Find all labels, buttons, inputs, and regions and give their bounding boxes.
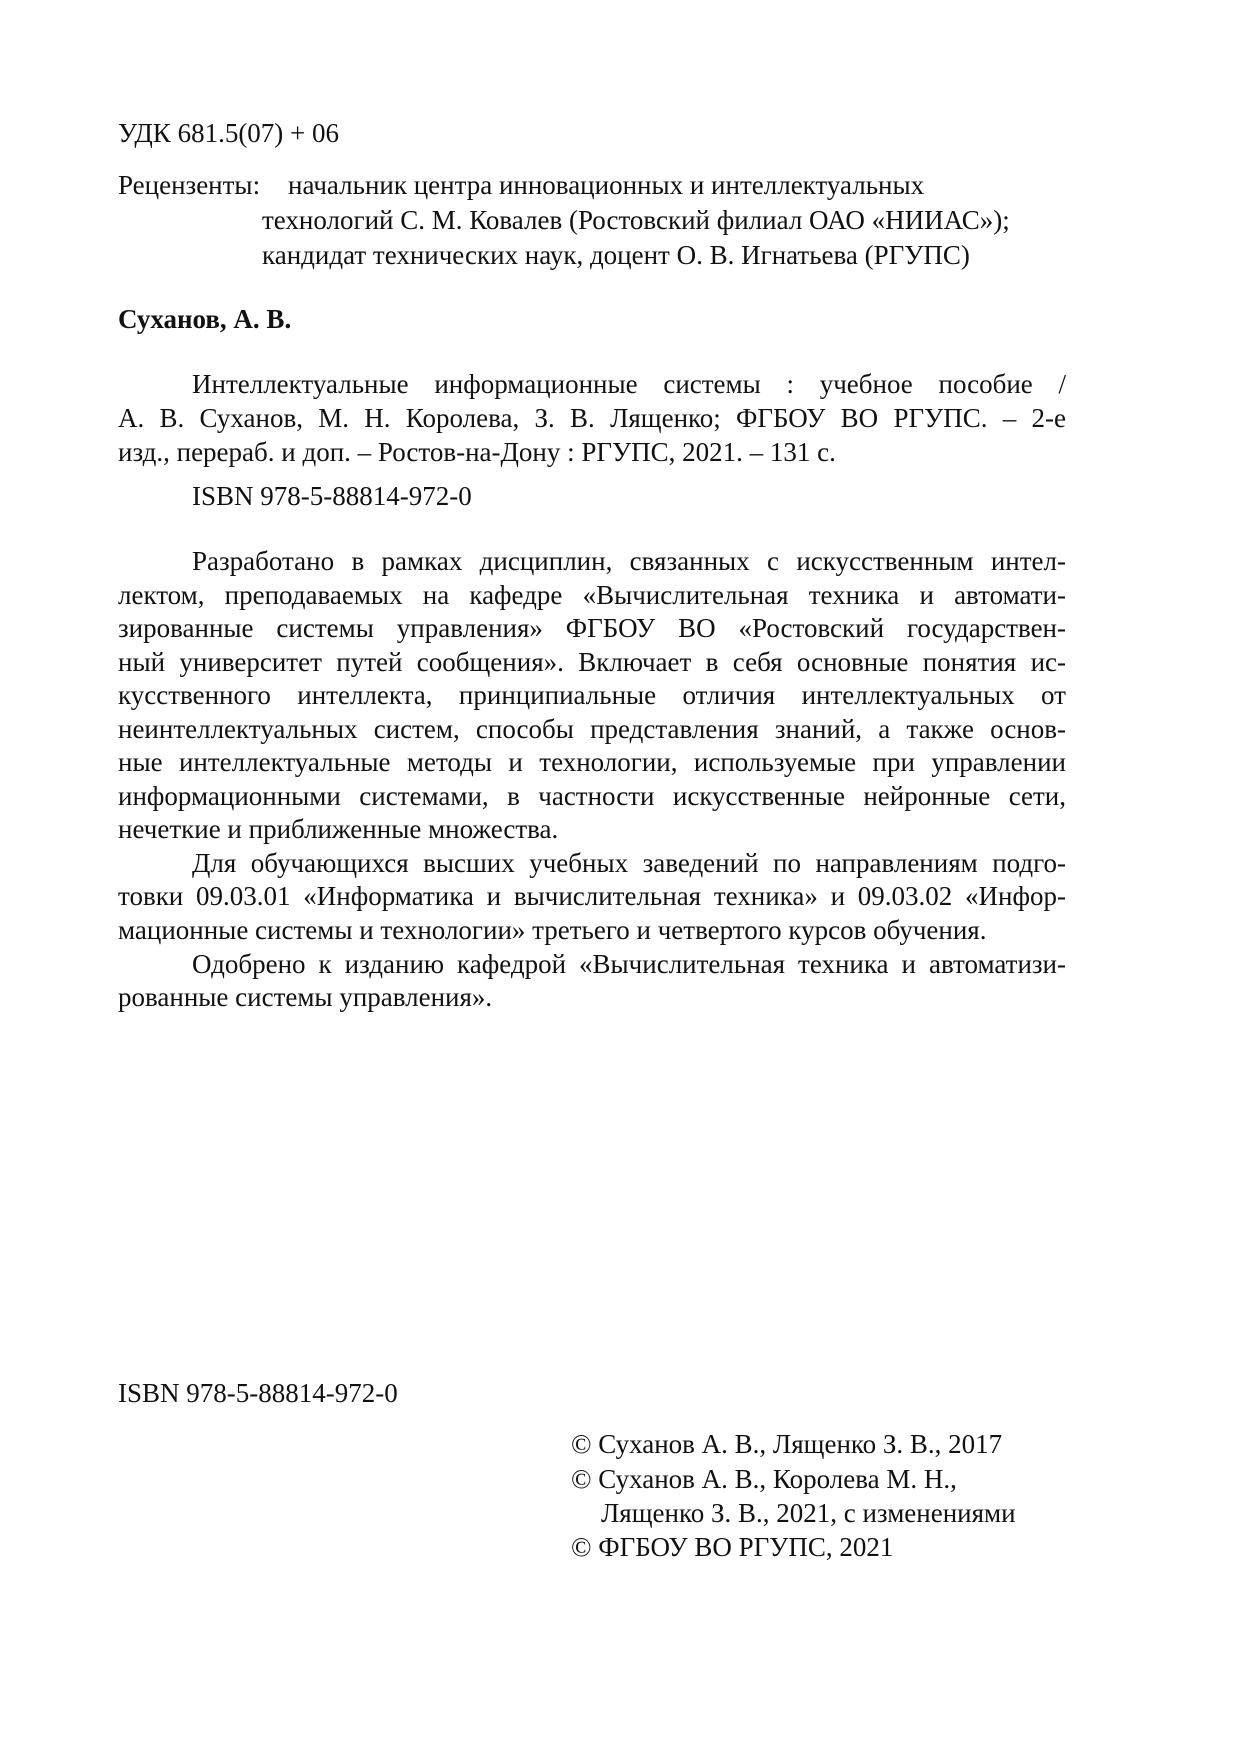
annotation-line: зированные системы управления» ФГБОУ ВО «Ростовский государствен- (118, 613, 1066, 643)
audience-line: мационные системы и технологии» третьего и четвертого курсов обучения. (118, 915, 987, 945)
copyright-line: Лященко З. В., 2021, с изменениями (601, 1498, 1016, 1528)
bib-line: Интеллектуальные информационные системы : учебное пособие / (192, 369, 1066, 399)
udk-code: УДК 681.5(07) + 06 (118, 118, 340, 148)
reviewer-line-1: начальник центра инновационных и интеллектуальных (288, 170, 925, 200)
copyright-line: © ФГБОУ ВО РГУПС, 2021 (571, 1532, 894, 1562)
annotation-line: ный университет путей сообщения». Включает в себя основные понятия ис- (118, 647, 1066, 677)
annotation-line: Разработано в рамках дисциплин, связанных с искусственным интел- (192, 546, 1066, 576)
author-heading: Суханов, А. В. (118, 304, 292, 334)
copyright-line: © Суханов А. В., Лященко З. В., 2017 (571, 1429, 1003, 1459)
reviewer-line-3: кандидат технических наук, доцент О. В. Игнатьева (РГУПС) (262, 240, 970, 270)
annotation-line: нечеткие и приближенные множества. (118, 814, 559, 844)
reviewer-line-2: технологий С. М. Ковалев (Ростовский филиал ОАО «НИИАС»); (262, 205, 1010, 235)
approval-line: Одобрено к изданию кафедрой «Вычислительная техника и автоматизи- (192, 949, 1066, 979)
isbn-record: ISBN 978-5-88814-972-0 (192, 481, 472, 511)
isbn-bottom: ISBN 978-5-88814-972-0 (118, 1378, 398, 1408)
annotation-line: информационными системами, в частности искусственные нейронные сети, (118, 781, 1066, 811)
reviewers-label: Рецензенты: (118, 170, 261, 200)
audience-line: товки 09.03.01 «Информатика и вычислительная техника» и 09.03.02 «Инфор- (118, 881, 1066, 911)
bib-line: изд., перераб. и доп. – Ростов-на-Дону : РГУПС, 2021. – 131 с. (118, 437, 836, 467)
copyright-line: © Суханов А. В., Королева М. Н., (571, 1464, 957, 1494)
audience-line: Для обучающихся высших учебных заведений по направлениям подго- (192, 848, 1066, 878)
annotation-line: ные интеллектуальные методы и технологии, используемые при управлении (118, 747, 1066, 777)
bib-line: А. В. Суханов, М. Н. Королева, З. В. Лященко; ФГБОУ ВО РГУПС. – 2-е (118, 403, 1066, 433)
annotation-line: кусственного интеллекта, принципиальные отличия интеллектуальных от (118, 680, 1066, 710)
annotation-line: неинтеллектуальных систем, способы представления знаний, а также основ- (118, 714, 1066, 744)
approval-line: рованные системы управления». (118, 982, 493, 1012)
annotation-line: лектом, преподаваемых на кафедре «Вычислительная техника и автомати- (118, 580, 1066, 610)
